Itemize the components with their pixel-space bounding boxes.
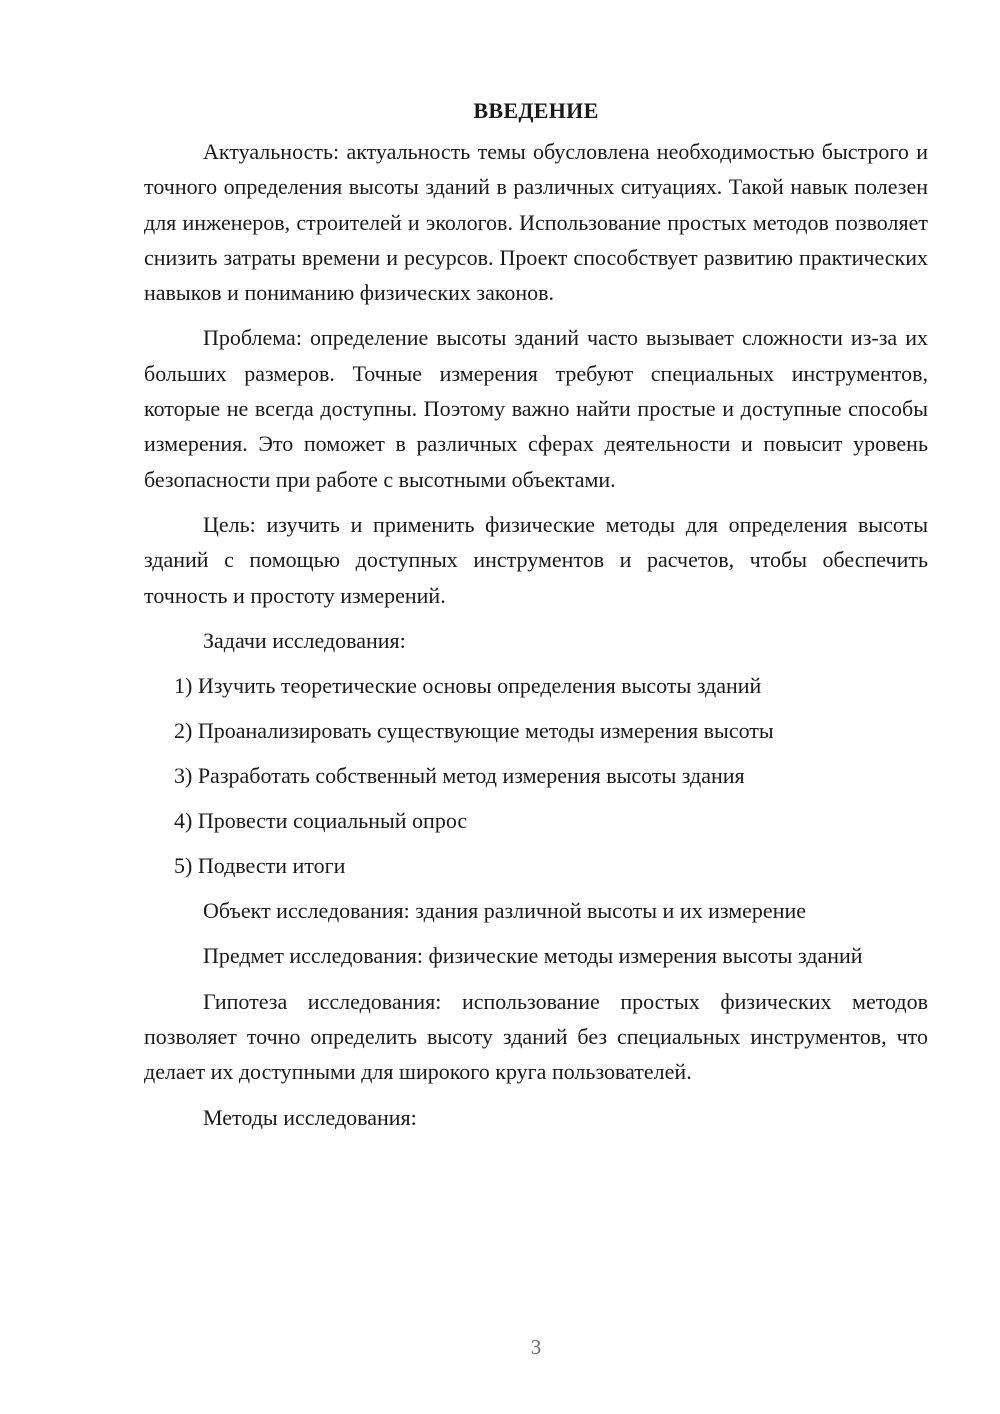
page-number: 3	[530, 1335, 542, 1359]
task-item-5: 5) Подвести итоги	[174, 853, 346, 879]
paragraph-relevance: Актуальность: актуальность темы обусловлена необходимостью быстрого и точного определения высоты зданий в различных ситуациях. Такой навык полезен для инженеров, строителей и экологов. Использование простых методов позволяет снизить затраты времени и ресурсов. Проект способствует развитию практических навыков и пониманию физических законов.	[144, 139, 928, 306]
task-item-3: 3) Разработать собственный метод измерения высоты здания	[174, 763, 745, 789]
paragraph-problem: Проблема: определение высоты зданий часто вызывает сложности из-за их больших размеров. Точные измерения требуют специальных инструментов, которые не всегда доступны. Поэтому важно найти простые и доступные способы измерения. Это поможет в различных сферах деятельности и повысит уровень безопасности при работе с высотными объектами.	[144, 325, 928, 492]
paragraph-object: Объект исследования: здания различной высоты и их измерение	[203, 898, 807, 924]
task-item-4: 4) Провести социальный опрос	[174, 808, 468, 834]
paragraph-subject: Предмет исследования: физические методы измерения высоты зданий	[203, 943, 863, 969]
section-heading: ВВЕДЕНИЕ	[473, 98, 599, 123]
page-content	[144, 96, 928, 1145]
paragraph-goal: Цель: изучить и применить физические методы для определения высоты зданий с помощью доступных инструментов и расчетов, чтобы обеспечить точность и простоту измерений.	[144, 511, 928, 608]
task-item-1: 1) Изучить теоретические основы определения высоты зданий	[174, 673, 762, 699]
task-item-2: 2) Проанализировать существующие методы измерения высоты	[174, 718, 774, 744]
paragraph-hypothesis: Гипотеза исследования: использование простых физических методов позволяет точно определить высоту зданий без специальных инструментов, что делает их доступными для широкого круга пользователей.	[144, 988, 928, 1085]
methods-label: Методы исследования:	[203, 1104, 417, 1130]
tasks-label: Задачи исследования:	[203, 627, 406, 653]
